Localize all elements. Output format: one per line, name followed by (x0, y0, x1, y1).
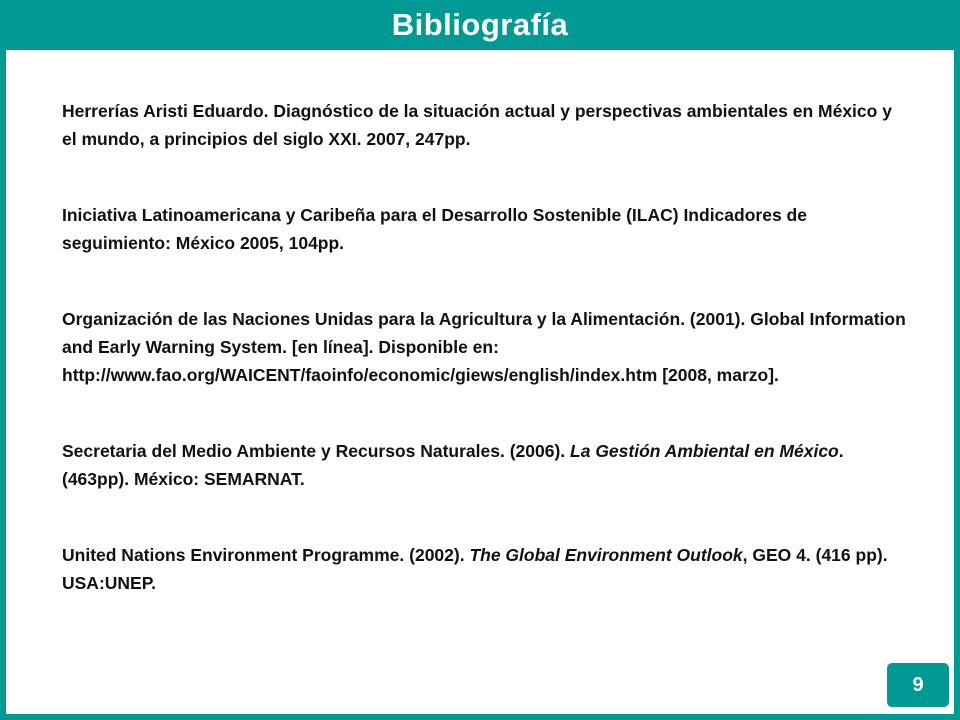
reference-authors: United Nations Environment Programme. (2002). (62, 545, 470, 565)
reference-text: Iniciativa Latinoamericana y Caribeña para el Desarrollo Sostenible (ILAC) Indicadores de seguimiento: México 2005, 104pp. (62, 205, 807, 253)
reference-details: , GEO 4. (416 pp). USA:UNEP. (62, 545, 888, 593)
page-title: Bibliografía (391, 7, 569, 42)
reference-work-title: La Gestión Ambiental en México (570, 441, 839, 461)
page-number: 9 (912, 673, 924, 696)
reference-text: Organización de las Naciones Unidas para la Agricultura y la Alimentación. (2001). Global Information and Early Warning System. [en línea]. Disponible en: http://www.fao.org/WAICENT/faoinfo/economic/giews/english/index.htm [2008, marzo]. (62, 309, 906, 385)
page-number-badge (887, 663, 949, 707)
reference-item-4 (62, 437, 910, 493)
reference-details: . (463pp). México: SEMARNAT. (62, 441, 844, 489)
reference-item-3 (62, 305, 910, 389)
reference-authors: Secretaria del Medio Ambiente y Recursos Naturales. (2006). (62, 441, 571, 461)
bibliography-list (62, 97, 910, 597)
reference-work-title: The Global Environment Outlook (469, 545, 743, 565)
reference-text: Herrerías Aristi Eduardo. Diagnóstico de la situación actual y perspectivas ambientales en México y el mundo, a principios del siglo XXI. 2007, 247pp. (62, 101, 892, 149)
reference-item-2 (62, 201, 910, 257)
reference-item-1 (62, 97, 910, 153)
title-bar (0, 0, 960, 50)
reference-item-5 (62, 541, 910, 597)
